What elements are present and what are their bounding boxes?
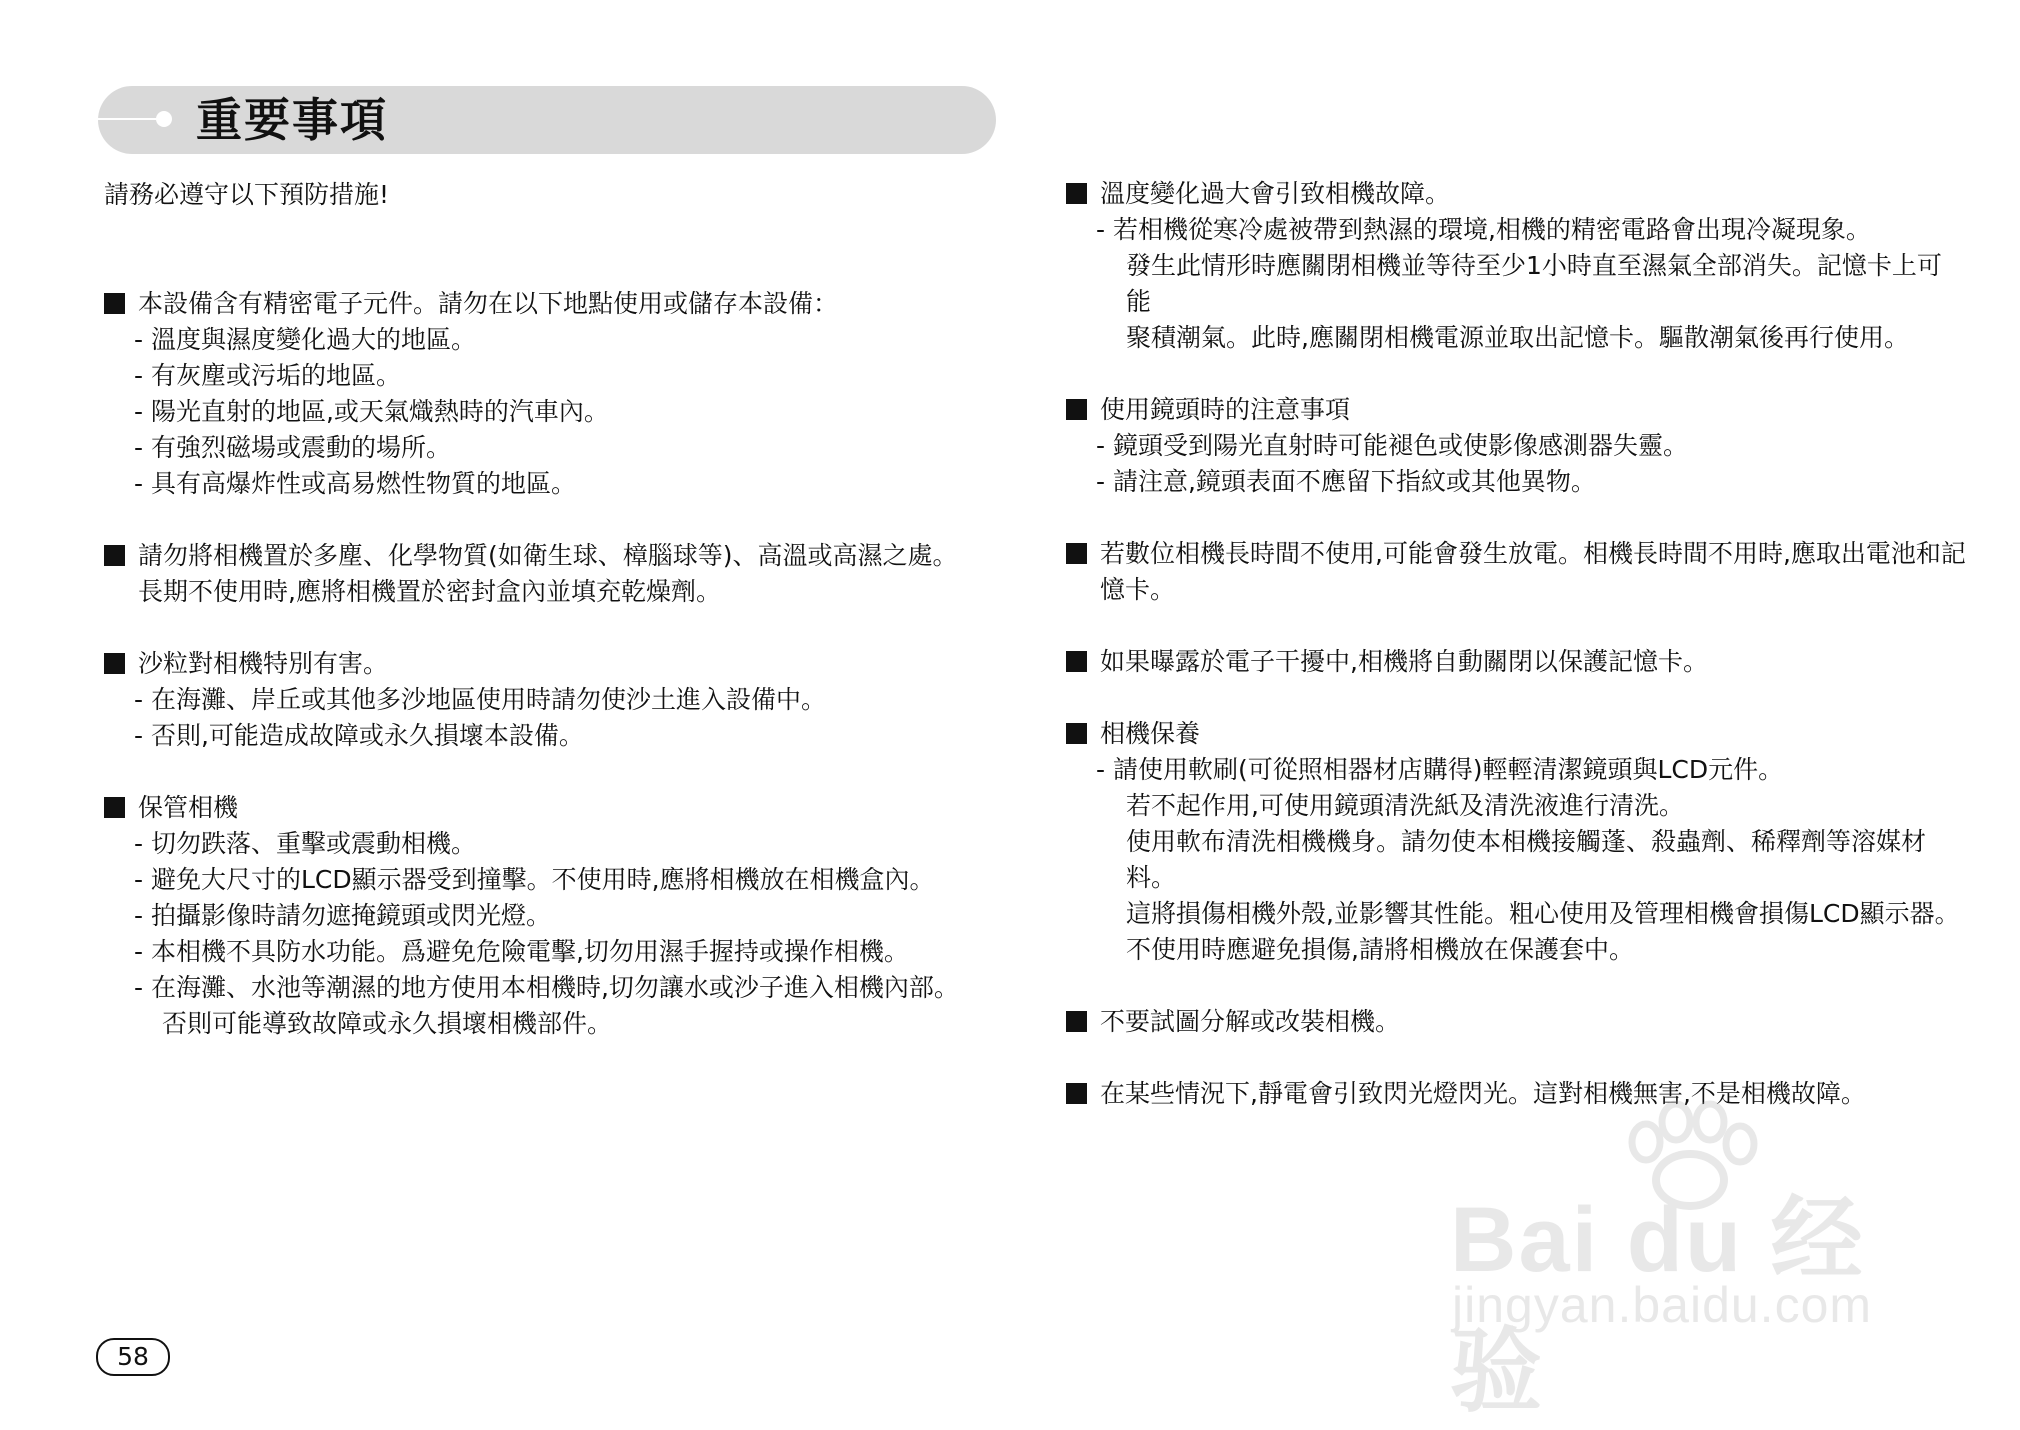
list-item-continuation: 發生此情形時應關閉相機並等待至少1小時直至濕氣全部消失。記憶卡上可能: [1126, 251, 1942, 316]
list-item: - 否則,可能造成故障或永久損壞本設備。: [134, 721, 584, 750]
bullet-square-icon: [104, 797, 125, 818]
list-item: - 請使用軟刷(可從照相器材店購得)輕輕清潔鏡頭與LCD元件。: [1096, 755, 1784, 784]
section-heading: 若數位相機長時間不使用,可能會發生放電。相機長時間不用時,應取出電池和記: [1100, 539, 1966, 568]
header-dot-decoration: [156, 111, 172, 127]
bullet-square-icon: [1066, 1083, 1087, 1104]
section-heading: 相機保養: [1100, 719, 1201, 748]
bullet-square-icon: [1066, 543, 1087, 564]
section-static: [1066, 1076, 1966, 1112]
list-item: - 若相機從寒冷處被帶到熱濕的環境,相機的精密電路會出現冷凝現象。: [1096, 215, 1871, 244]
section-storage-locations: [104, 286, 984, 502]
list-item: - 陽光直射的地區,或天氣熾熱時的汽車內。: [134, 397, 609, 426]
bullet-square-icon: [1066, 1011, 1087, 1032]
list-item-continuation: 聚積潮氣。此時,應關閉相機電源並取出記憶卡。驅散潮氣後再行使用。: [1126, 323, 1909, 352]
list-item: - 在海灘、岸丘或其他多沙地區使用時請勿使沙土進入設備中。: [134, 685, 826, 714]
list-item: - 有灰塵或污垢的地區。: [134, 361, 401, 390]
list-item-continuation: 這將損傷相機外殼,並影響其性能。粗心使用及管理相機會損傷LCD顯示器。: [1126, 899, 1960, 928]
right-column: [1066, 176, 1966, 1148]
section-heading: 保管相機: [138, 793, 239, 822]
bullet-square-icon: [104, 293, 125, 314]
section-heading: 如果曝露於電子干擾中,相機將自動關閉以保護記憶卡。: [1100, 647, 1708, 676]
section-heading: 不要試圖分解或改裝相機。: [1100, 1007, 1401, 1036]
section-lens: [1066, 392, 1966, 500]
list-item-continuation: 若不起作用,可使用鏡頭清洗紙及清洗液進行清洗。: [1126, 791, 1684, 820]
list-item: - 具有高爆炸性或高易燃性物質的地區。: [134, 469, 576, 498]
list-item: - 請注意,鏡頭表面不應留下指紋或其他異物。: [1096, 467, 1596, 496]
list-item: - 避免大尺寸的LCD顯示器受到撞擊。不使用時,應將相機放在相機盒內。: [134, 865, 935, 894]
section-heading: 請勿將相機置於多塵、化學物質(如衛生球、樟腦球等)、高溫或高濕之處。: [138, 541, 958, 570]
section-sand: [104, 646, 984, 754]
bullet-square-icon: [104, 653, 125, 674]
intro-text: 請務必遵守以下預防措施!: [104, 180, 390, 209]
left-column: [104, 286, 984, 1078]
page-title: 重要事項: [196, 93, 388, 147]
list-item-continuation: 使用軟布清洗相機機身。請勿使本相機接觸蓬、殺蟲劑、稀釋劑等溶媒材料。: [1126, 827, 1927, 892]
section-interference: [1066, 644, 1966, 680]
list-item: - 拍攝影像時請勿遮掩鏡頭或閃光燈。: [134, 901, 551, 930]
page-number: 58: [96, 1338, 170, 1376]
list-item-continuation: 否則可能導致故障或永久損壞相機部件。: [162, 1009, 613, 1038]
section-heading: 沙粒對相機特別有害。: [138, 649, 389, 678]
section-camera-storage: [104, 790, 984, 1042]
bullet-square-icon: [1066, 723, 1087, 744]
list-item: - 切勿跌落、重擊或震動相機。: [134, 829, 476, 858]
section-heading: 溫度變化過大會引致相機故障。: [1100, 179, 1451, 208]
section-disassembly: [1066, 1004, 1966, 1040]
section-heading: 本設備含有精密電子元件。請勿在以下地點使用或儲存本設備：: [138, 289, 839, 318]
list-item: - 鏡頭受到陽光直射時可能褪色或使影像感測器失靈。: [1096, 431, 1688, 460]
header-line-decoration: [98, 118, 158, 120]
section-temperature: [1066, 176, 1966, 356]
section-dust-chemicals: [104, 538, 984, 610]
section-continuation: 長期不使用時,應將相機置於密封盒內並填充乾燥劑。: [138, 577, 721, 606]
section-discharge: [1066, 536, 1966, 608]
bullet-square-icon: [1066, 651, 1087, 672]
bullet-square-icon: [1066, 183, 1087, 204]
bullet-square-icon: [1066, 399, 1087, 420]
list-item-continuation: 不使用時應避免損傷,請將相機放在保護套中。: [1126, 935, 1634, 964]
watermark-url: jingyan.baidu.com: [1452, 1277, 1873, 1333]
watermark-logo: Bai du 经验: [1450, 1189, 1865, 1423]
section-continuation: 憶卡。: [1100, 575, 1176, 604]
list-item: - 溫度與濕度變化過大的地區。: [134, 325, 476, 354]
section-maintenance: [1066, 716, 1966, 968]
section-heading: 在某些情況下,靜電會引致閃光燈閃光。這對相機無害,不是相機故障。: [1100, 1079, 1866, 1108]
section-heading: 使用鏡頭時的注意事項: [1100, 395, 1351, 424]
list-item: - 在海灘、水池等潮濕的地方使用本相機時,切勿讓水或沙子進入相機內部。: [134, 973, 959, 1002]
list-item: - 本相機不具防水功能。爲避免危險電擊,切勿用濕手握持或操作相機。: [134, 937, 909, 966]
list-item: - 有強烈磁場或震動的場所。: [134, 433, 451, 462]
bullet-square-icon: [104, 545, 125, 566]
